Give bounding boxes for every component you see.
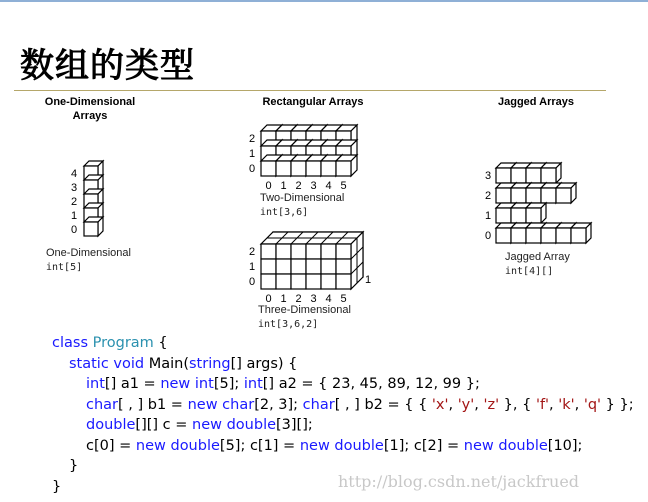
three-dim-cell bbox=[306, 259, 321, 274]
code-token: [ , ] b2 = { { bbox=[334, 396, 432, 413]
code-token: [][] c = bbox=[135, 417, 192, 433]
two-dim-col-index: 0 bbox=[265, 180, 272, 192]
one-dim-decl: int[5] bbox=[46, 262, 83, 273]
code-token: [] a2 = { 23, 45, 89, 12, 99 }; bbox=[262, 376, 480, 392]
code-token: string bbox=[189, 355, 231, 372]
two-dim-decl: int[3,6] bbox=[260, 207, 309, 218]
jagged-row-index: 1 bbox=[484, 210, 492, 222]
slide-title: 数组的类型 bbox=[20, 46, 195, 86]
code-token: [ , ] b1 = bbox=[118, 396, 188, 413]
code-token: new bbox=[160, 376, 195, 392]
three-dim-col-index: 2 bbox=[295, 293, 302, 305]
code-line bbox=[52, 436, 634, 457]
code-token: } bbox=[52, 478, 62, 495]
code-line bbox=[52, 395, 634, 416]
code-token: int bbox=[243, 376, 263, 392]
two-dim-array-cells bbox=[261, 125, 357, 176]
code-token: , bbox=[574, 396, 584, 413]
three-dim-cell bbox=[306, 274, 321, 289]
one-dim-indices bbox=[71, 168, 77, 236]
code-token: [10]; bbox=[547, 437, 583, 454]
three-dim-cell bbox=[261, 259, 276, 274]
one-dim-index-label: 3 bbox=[70, 182, 78, 194]
three-dim-col-index: 3 bbox=[310, 293, 317, 305]
code-token: [1]; c[2] = bbox=[383, 437, 464, 454]
two-dim-cell bbox=[336, 155, 357, 176]
one-dim-index-label: 2 bbox=[70, 196, 78, 208]
two-dim-row-indices bbox=[249, 133, 255, 175]
three-dim-row-index: 2 bbox=[248, 246, 256, 258]
code-token: } }; bbox=[601, 396, 634, 413]
jagged-cell bbox=[541, 163, 561, 183]
three-dim-cell bbox=[291, 259, 306, 274]
three-dim-cell bbox=[276, 244, 291, 259]
code-token: new bbox=[299, 437, 335, 454]
code-line bbox=[52, 333, 634, 354]
two-dim-col-index: 4 bbox=[325, 180, 332, 192]
jagged-caption: Jagged Array bbox=[505, 251, 570, 263]
two-dim-col-index: 2 bbox=[295, 180, 302, 192]
three-dim-cell bbox=[261, 244, 276, 259]
three-dim-cell bbox=[291, 274, 306, 289]
code-token: void bbox=[113, 355, 149, 372]
three-dim-col-index: 5 bbox=[340, 293, 347, 305]
three-dim-row-index: 0 bbox=[248, 276, 256, 288]
code-token: , bbox=[549, 396, 559, 413]
three-dim-caption: Three-Dimensional bbox=[258, 304, 351, 316]
code-token: [] a1 = bbox=[104, 376, 161, 392]
code-token: new bbox=[187, 396, 223, 413]
two-dim-row-index: 0 bbox=[248, 163, 256, 175]
three-dim-cell bbox=[291, 244, 306, 259]
one-dim-index-label: 4 bbox=[70, 168, 78, 180]
code-token: int bbox=[86, 376, 105, 392]
two-dim-row-index: 2 bbox=[248, 133, 256, 145]
code-token: class bbox=[52, 335, 93, 351]
three-dim-cell bbox=[276, 259, 291, 274]
code-token: [5]; bbox=[213, 376, 244, 392]
code-token: 'k' bbox=[558, 396, 575, 413]
jagged-cell bbox=[526, 203, 546, 223]
jagged-row-index: 0 bbox=[484, 230, 492, 242]
one-dim-index-label: 0 bbox=[70, 224, 78, 236]
code-token: 'z' bbox=[483, 396, 500, 413]
jagged-row-index: 2 bbox=[484, 190, 492, 202]
two-dim-col-index: 1 bbox=[280, 180, 287, 192]
code-token: int bbox=[194, 376, 214, 392]
three-dim-array-cells bbox=[261, 232, 363, 289]
code-line bbox=[52, 354, 634, 375]
code-token: new bbox=[192, 417, 227, 433]
three-dim-decl: int[3,6,2] bbox=[258, 319, 319, 330]
watermark: http://blog.csdn.net/jackfrued bbox=[338, 472, 580, 491]
two-dim-col-index: 3 bbox=[310, 180, 317, 192]
two-dim-col-indices bbox=[265, 180, 346, 192]
code-token: double bbox=[170, 437, 220, 454]
code-token: [2, 3]; bbox=[254, 396, 303, 413]
jagged-cell bbox=[556, 183, 576, 203]
code-token: { bbox=[153, 335, 168, 351]
code-token: double bbox=[226, 417, 277, 433]
code-token: [3][]; bbox=[276, 417, 313, 433]
code-token: new bbox=[135, 437, 171, 454]
code-line bbox=[52, 415, 634, 436]
three-dim-cell bbox=[336, 259, 351, 274]
code-token: 'x' bbox=[431, 396, 449, 413]
three-dim-cell bbox=[336, 274, 351, 289]
three-dim-cell bbox=[321, 259, 336, 274]
code-token: 'q' bbox=[583, 396, 602, 413]
three-dim-cell bbox=[321, 244, 336, 259]
two-dim-caption: Two-Dimensional bbox=[260, 192, 345, 204]
code-token: double bbox=[334, 437, 384, 454]
header-one-dimensional: One-Dimensional Arrays bbox=[44, 96, 136, 122]
code-token: [5]; c[1] = bbox=[219, 437, 300, 454]
code-token: static bbox=[69, 355, 114, 372]
code-token: char bbox=[302, 396, 335, 413]
jagged-row-index: 3 bbox=[484, 170, 492, 182]
code-token: double bbox=[498, 437, 548, 454]
code-token: new bbox=[463, 437, 499, 454]
code-token: }, { bbox=[499, 396, 536, 413]
code-token: Main( bbox=[148, 355, 189, 372]
three-dim-row-indices bbox=[249, 246, 255, 288]
jagged-decl: int[4][] bbox=[505, 266, 554, 277]
one-dim-cell bbox=[84, 217, 103, 236]
three-dim-cell bbox=[276, 274, 291, 289]
two-dim-row-index: 1 bbox=[248, 148, 256, 160]
three-dim-cell bbox=[336, 244, 351, 259]
code-token: 'f' bbox=[535, 396, 550, 413]
one-dim-array-cells bbox=[84, 161, 103, 236]
jagged-row-indices bbox=[485, 170, 491, 242]
code-token: , bbox=[474, 396, 484, 413]
three-dim-col-index: 4 bbox=[325, 293, 332, 305]
header-rectangular: Rectangular Arrays bbox=[262, 96, 364, 108]
three-dim-col-index: 1 bbox=[280, 293, 287, 305]
code-token: Program bbox=[92, 335, 154, 351]
code-token: 'y' bbox=[457, 396, 475, 413]
one-dim-index-label: 1 bbox=[70, 210, 78, 222]
code-token: char bbox=[222, 396, 255, 413]
code-token: char bbox=[86, 396, 119, 413]
code-token: double bbox=[86, 417, 136, 433]
code-token: [] args) { bbox=[230, 355, 298, 372]
three-dim-col-index: 0 bbox=[265, 293, 272, 305]
code-line bbox=[52, 374, 634, 395]
code-token: } bbox=[69, 458, 79, 474]
one-dim-caption: One-Dimensional bbox=[46, 247, 131, 259]
three-dim-cell bbox=[261, 274, 276, 289]
code-token: , bbox=[448, 396, 458, 413]
header-jagged: Jagged Arrays bbox=[497, 96, 575, 108]
code-token: c[0] = bbox=[86, 437, 136, 454]
jagged-cell bbox=[571, 223, 591, 243]
three-dim-depth-index: 1 bbox=[365, 274, 372, 286]
three-dim-cell bbox=[321, 274, 336, 289]
jagged-array-cells bbox=[496, 163, 591, 243]
three-dim-cell bbox=[306, 244, 321, 259]
three-dim-row-index: 1 bbox=[248, 261, 256, 273]
two-dim-col-index: 5 bbox=[340, 180, 347, 192]
